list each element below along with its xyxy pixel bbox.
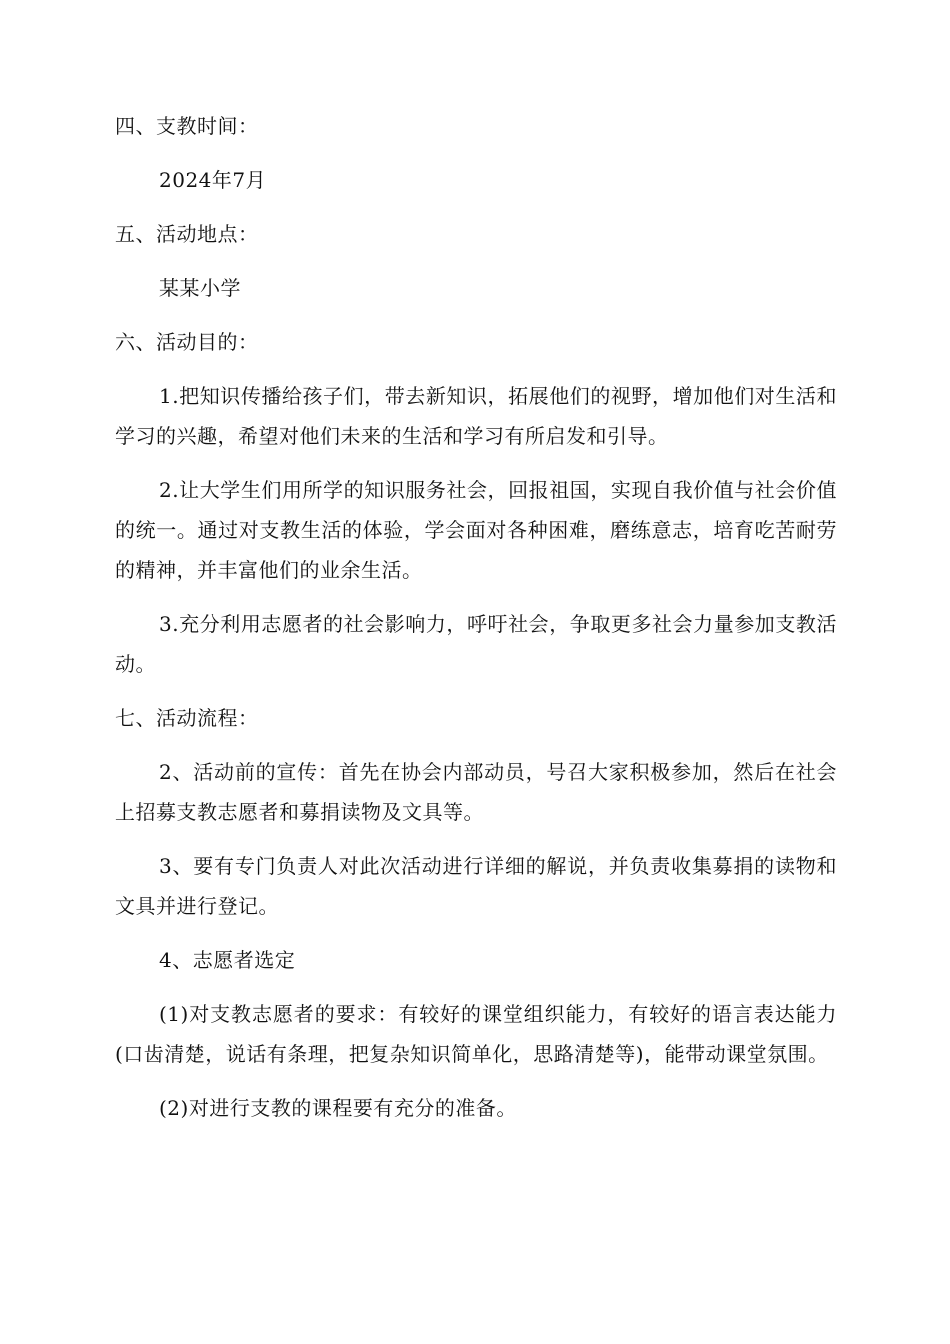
purpose-item: 1.把知识传播给孩子们，带去新知识，拓展他们的视野，增加他们对生活和学习的兴趣，希望对他们未来的生活和学习有所启发和引导。 xyxy=(115,384,837,448)
section-heading-purpose: 六、活动目的： xyxy=(115,330,259,354)
process-item: 4、志愿者选定 xyxy=(159,948,296,972)
purpose-item: 2.让大学生们用所学的知识服务社会，回报祖国，实现自我价值与社会价值的统一。通过对支教生活的体验，学会面对各种困难，磨练意志，培育吃苦耐劳的精神，并丰富他们的业余生活。 xyxy=(115,478,837,582)
process-item: (1)对支教志愿者的要求：有较好的课堂组织能力，有较好的语言表达能力(口齿清楚，说话有条理，把复杂知识简单化，思路清楚等)，能带动课堂氛围。 xyxy=(115,1002,837,1066)
teaching-time-value: 2024年7月 xyxy=(159,168,267,192)
section-heading-location: 五、活动地点： xyxy=(115,222,259,246)
process-item: 2、活动前的宣传：首先在协会内部动员，号召大家积极参加，然后在社会上招募支教志愿者和募捐读物及文具等。 xyxy=(115,760,837,824)
document-body xyxy=(115,106,837,1142)
section-heading-time: 四、支教时间： xyxy=(115,114,259,138)
activity-location-value: 某某小学 xyxy=(159,276,241,300)
section-heading-process: 七、活动流程： xyxy=(115,706,259,730)
process-item: (2)对进行支教的课程要有充分的准备。 xyxy=(159,1096,517,1120)
process-item: 3、要有专门负责人对此次活动进行详细的解说，并负责收集募捐的读物和文具并进行登记。 xyxy=(115,854,837,918)
purpose-item: 3.充分利用志愿者的社会影响力，呼吁社会，争取更多社会力量参加支教活动。 xyxy=(115,612,837,676)
